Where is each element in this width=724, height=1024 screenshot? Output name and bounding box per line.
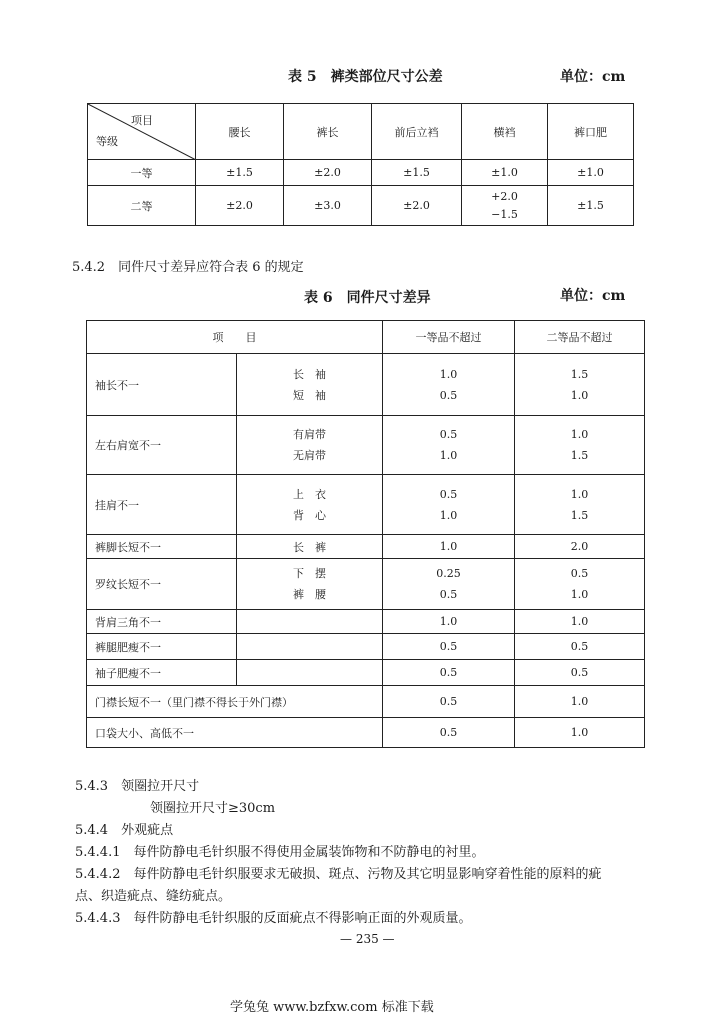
table6-second: 1.5 xyxy=(570,367,589,381)
table5-cell: ±1.5 xyxy=(196,160,284,186)
table6-header-second: 二等品不超过 xyxy=(515,321,645,354)
table6-second: 1.0 xyxy=(570,388,589,402)
table6 xyxy=(86,320,645,748)
section-542: 5.4.2 同件尺寸差异应符合表 6 的规定 xyxy=(72,260,304,275)
table5-plus-value: +2.0 xyxy=(491,189,518,203)
table6-sub xyxy=(237,660,383,686)
table6-item: 门襟长短不一（里门襟不得长于外门襟） xyxy=(87,686,383,718)
table6-item: 袖长不一 xyxy=(87,354,237,416)
table6-first: 0.25 xyxy=(436,567,461,580)
table6-sub xyxy=(237,634,383,660)
table6-caption: 表 6 同件尺寸差异 xyxy=(304,290,431,306)
table6-first: 1.0 xyxy=(383,610,515,634)
table5-cell: ±2.0 xyxy=(372,186,462,226)
table6-sub: 无肩带 xyxy=(293,449,326,462)
section-543: 5.4.3 领圈拉开尺寸 xyxy=(75,779,200,794)
section-544: 5.4.4 外观疵点 xyxy=(75,823,174,838)
table6-second: 1.0 xyxy=(570,588,589,601)
watermark: 学兔兔 www.bzfxw.com 标准下载 xyxy=(230,1000,434,1015)
page-number: — 235 — xyxy=(340,932,395,946)
table-row xyxy=(87,718,645,748)
collar-stretch-text: 领圈拉开尺寸≥30cm xyxy=(150,801,276,816)
table6-sub: 短 袖 xyxy=(293,388,326,402)
table6-second: 2.0 xyxy=(515,535,645,559)
table6-item: 背肩三角不一 xyxy=(87,610,237,634)
table5-cell-split xyxy=(462,186,548,226)
table-row xyxy=(87,559,645,610)
table5-col-header: 裤口肥 xyxy=(548,104,634,160)
table6-unit: 单位：cm xyxy=(560,288,626,304)
table6-first: 1.0 xyxy=(383,535,515,559)
table6-sub: 有肩带 xyxy=(293,428,326,441)
table5-grade: 一等 xyxy=(88,160,196,186)
table-row xyxy=(87,475,645,535)
table6-second: 1.5 xyxy=(570,508,589,522)
table5 xyxy=(87,103,634,226)
table5-col-header: 腰长 xyxy=(196,104,284,160)
table6-item: 口袋大小、高低不一 xyxy=(87,718,383,748)
table6-first: 0.5 xyxy=(439,588,458,601)
table6-first: 0.5 xyxy=(383,634,515,660)
table6-sub: 下 摆 xyxy=(293,567,326,580)
table6-item: 袖子肥瘦不一 xyxy=(87,660,237,686)
table5-cell: ±2.0 xyxy=(196,186,284,226)
table6-first: 0.5 xyxy=(383,718,515,748)
table5-cell: ±2.0 xyxy=(284,160,372,186)
table6-second: 1.0 xyxy=(515,718,645,748)
table-row xyxy=(87,686,645,718)
table-row xyxy=(87,354,645,416)
table6-sub: 长 袖 xyxy=(293,367,326,381)
table-row xyxy=(88,186,634,226)
table6-second: 0.5 xyxy=(515,660,645,686)
table6-item: 左右肩宽不一 xyxy=(87,416,237,475)
table6-first: 0.5 xyxy=(383,686,515,718)
table-row xyxy=(87,416,645,475)
table5-cell: ±1.0 xyxy=(548,160,634,186)
table6-second: 0.5 xyxy=(570,567,589,580)
table6-sub: 长 裤 xyxy=(237,535,383,559)
table6-item: 裤脚长短不一 xyxy=(87,535,237,559)
table5-cell: ±1.5 xyxy=(372,160,462,186)
section-5441: 5.4.4.1 每件防静电毛针织服不得使用金属装饰物和不防静电的衬里。 xyxy=(75,845,485,860)
table5-header-diagonal-cell xyxy=(88,104,196,160)
table6-first: 1.0 xyxy=(439,449,458,462)
section-5443: 5.4.4.3 每件防静电毛针织服的反面疵点不得影响正面的外观质量。 xyxy=(75,911,472,926)
table6-header-item: 项 目 xyxy=(87,321,383,354)
table6-first: 0.5 xyxy=(439,388,458,402)
table5-header-item: 项目 xyxy=(131,114,153,127)
table5-grade: 二等 xyxy=(88,186,196,226)
table5-col-header: 裤长 xyxy=(284,104,372,160)
table-row xyxy=(87,535,645,559)
table6-item: 裤腿肥瘦不一 xyxy=(87,634,237,660)
table5-col-header: 横裆 xyxy=(462,104,548,160)
table6-second: 1.0 xyxy=(570,428,589,441)
table5-caption: 表 5 裤类部位尺寸公差 xyxy=(288,69,443,85)
table-row xyxy=(87,660,645,686)
table5-col-header: 前后立裆 xyxy=(372,104,462,160)
table5-cell: ±1.0 xyxy=(462,160,548,186)
table6-header-first: 一等品不超过 xyxy=(383,321,515,354)
table5-unit: 单位：cm xyxy=(560,69,626,85)
table6-sub xyxy=(237,610,383,634)
table5-header-grade: 等级 xyxy=(96,135,118,148)
table6-first: 0.5 xyxy=(383,660,515,686)
table6-item: 罗纹长短不一 xyxy=(87,559,237,610)
table6-second: 1.0 xyxy=(515,686,645,718)
table5-cell: ±1.5 xyxy=(548,186,634,226)
table6-second: 1.5 xyxy=(570,449,589,462)
table6-first: 0.5 xyxy=(439,428,458,441)
section-5442-cont: 点、织造疵点、缝纺疵点。 xyxy=(75,889,232,904)
table6-first: 1.0 xyxy=(439,508,458,522)
table5-minus-value: −1.5 xyxy=(491,207,518,221)
table6-second: 0.5 xyxy=(515,634,645,660)
table-row xyxy=(88,160,634,186)
table-row xyxy=(87,634,645,660)
table6-sub: 背 心 xyxy=(293,508,326,522)
section-5442: 5.4.4.2 每件防静电毛针织服要求无破损、斑点、污物及其它明显影响穿着性能的原料的疵 xyxy=(75,867,602,882)
table6-first: 0.5 xyxy=(439,487,458,501)
table6-second: 1.0 xyxy=(515,610,645,634)
table6-first: 1.0 xyxy=(439,367,458,381)
table6-sub: 上 衣 xyxy=(293,487,326,501)
table6-second: 1.0 xyxy=(570,487,589,501)
table6-item: 挂肩不一 xyxy=(87,475,237,535)
table6-sub: 裤 腰 xyxy=(293,588,326,601)
table-row xyxy=(87,610,645,634)
table5-cell: ±3.0 xyxy=(284,186,372,226)
